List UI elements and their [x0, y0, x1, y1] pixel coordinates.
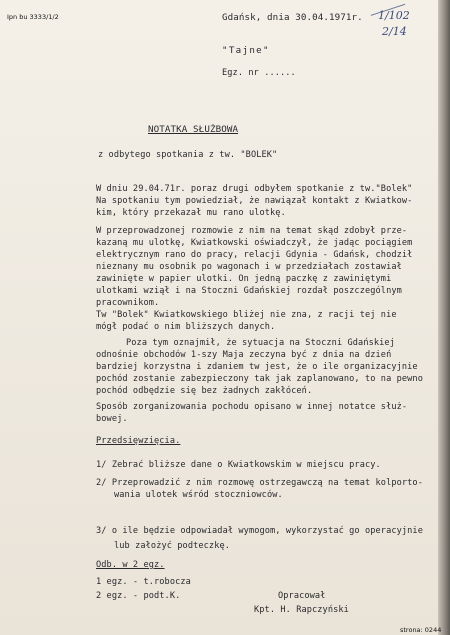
body-line: pochód odbędzie się bez żadnych zakłóceń.	[96, 386, 313, 396]
handwritten-ref-1: 1/102	[378, 9, 410, 22]
body-line: nieznany mu osobnik po wagonach i w przedziałach zostawiał	[96, 262, 402, 272]
document-title: NOTATKA SŁUŻBOWA	[148, 124, 239, 135]
body-line: kim, który przekazał mu rano ulotkę.	[96, 208, 286, 218]
page-number: strona: 0244	[400, 626, 442, 634]
measure-item: 3/ o ile będzie odpowiadał wymogom, wykorzystać go operacyjnie	[96, 526, 423, 536]
body-line: pracownikom.	[96, 298, 160, 308]
body-line: bowej.	[96, 414, 128, 424]
body-line: Poza tym oznajmił, że sytuacja na Stoczni Gdańskiej	[126, 338, 395, 348]
measure-item: wania ulotek wśród stoczniowców.	[114, 490, 283, 500]
document-subtitle: z odbytego spotkania z tw. "BOLEK"	[98, 150, 278, 160]
body-line: W przeprowadzonej rozmowie z nim na temat skąd zdobył prze-	[96, 226, 408, 236]
classification: "Tajne"	[222, 45, 270, 56]
copies-heading: Odb. w 2 egz.	[96, 560, 165, 570]
place-date: Gdańsk, dnia 30.04.1971r.	[222, 12, 363, 23]
copy-line: 2 egz. - podt.K.	[96, 591, 181, 601]
body-line: Tw "Bolek" Kwiatkowskiego bliżej nie zna, z racji tej nie	[96, 310, 397, 320]
body-line: bardziej korzystna i zdaniem tw jest, że o ile organizacyjnie	[96, 362, 418, 372]
measure-item: 1/ Zebrać bliższe dane o Kwiatkowskim w miejscu pracy.	[96, 460, 381, 470]
measures-heading: Przedsięwzięcia.	[96, 436, 181, 446]
body-line: odnośnie obchodów 1-szy Maja zeczyna być z dnia na dzień	[96, 350, 392, 360]
body-line: W dniu 29.04.71r. poraz drugi odbyłem spotkanie z tw."Bolek"	[96, 184, 413, 194]
prepared-label: Opracował	[278, 591, 326, 601]
copy-number: Egz. nr ......	[222, 68, 296, 78]
body-line: mógł podać o nim bliższych danych.	[96, 322, 276, 332]
body-line: Sposób zorganizowania pochodu opisano w innej notatce służ-	[96, 402, 408, 412]
measure-item: 2/ Przeprowadzić z nim rozmowę ostrzegawczą na temat kolporto-	[96, 478, 423, 488]
measure-item: lub założyć podteczkę.	[114, 541, 231, 551]
handwritten-ref-2: 2/14	[382, 25, 407, 38]
body-line: Na spotkaniu tym powiedział, że nawiązał kontakt z Kwiatkow-	[96, 196, 413, 206]
body-line: zawinięte w papier ulotki. On jedną paczkę z zawiniętymi	[96, 274, 392, 284]
copy-line: 1 egz. - t.robocza	[96, 577, 191, 587]
archive-signature: Ipn bu 3333/1/2	[7, 13, 59, 21]
body-line: kazaną mu ulotkę, Kwiatkowski oświadczył, że jadąc pociągiem	[96, 238, 413, 248]
body-line: elektrycznym rano do pracy, relacji Gdynia - Gdańsk, chodził	[96, 250, 413, 260]
body-line: pochód zostanie zabezpieczony tak jak zaplanowano, to na pewno	[96, 374, 423, 384]
scan-page-edge	[438, 0, 450, 635]
prepared-by: Kpt. H. Rapczyński	[254, 605, 349, 615]
body-line: ulotkami wziął i na Stoczni Gdańskiej rozdał poszczególnym	[96, 286, 402, 296]
